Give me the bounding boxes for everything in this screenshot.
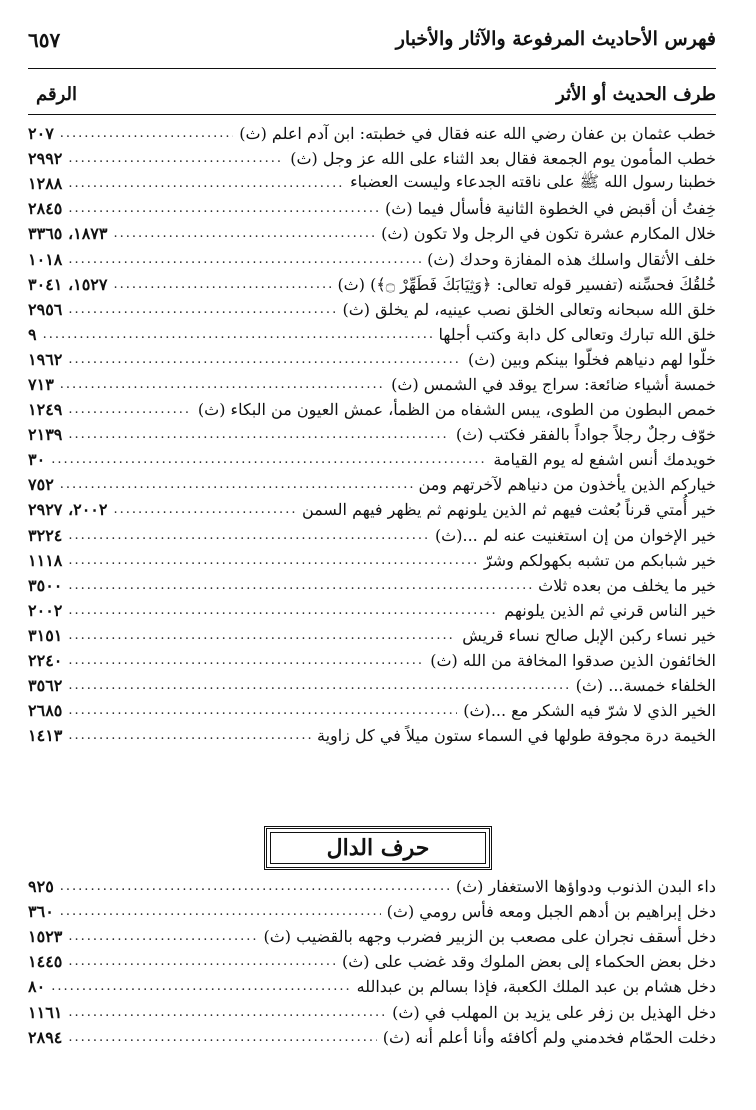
section-heading-dal [0, 826, 756, 870]
entry-number: ٢٨٤٥ [28, 199, 63, 219]
entry-number: ١١١٨ [28, 550, 63, 570]
entry-number: ١٨٧٣، ٣٣٦٥ [28, 224, 108, 244]
entry-text: خلّوا لهم دنياهم فخلّوا بينكم وبين (ث) [468, 349, 716, 369]
entry-number: ٢١٣٩ [28, 425, 63, 445]
entry-text: دخل إبراهيم بن أدهم الجبل ومعه فأس رومي (ث) [386, 902, 716, 922]
dot-leader [60, 378, 385, 391]
entry-text: دخل هشام بن عبد الملك الكعبة، فإذا بسالم بن عبدالله [356, 977, 716, 997]
entry-text: خلق الله سبحانه وتعالى الخلق نصب عينيه، لم يخلق (ث) [342, 299, 716, 319]
entry-text: دخلت الحمّام فخدمني ولم أكافئه وأنا أعلم أنه (ث) [382, 1027, 716, 1047]
hadith-column-label: طرف الحديث أو الأثر [556, 84, 716, 105]
entry-number: ٩ [28, 324, 37, 344]
entry-number: ٣٥٦٢ [28, 676, 63, 696]
index-entry [28, 322, 716, 347]
index-entry [28, 673, 716, 698]
entry-number: ١٤٤٥ [28, 952, 63, 972]
entry-text: خمص البطون من الطوى، يبس الشفاه من الظمأ، عمش العيون من البكاء (ث) [197, 400, 716, 420]
dot-leader [60, 478, 413, 491]
index-entry [28, 246, 716, 271]
entry-number: ٢٠٧ [28, 124, 54, 144]
entry-text: خير شبابكم من تشبه بكهولكم وشرّ [483, 550, 716, 570]
entry-number: ١٠١٨ [28, 249, 63, 269]
index-entry [28, 623, 716, 648]
entry-text: خير نساء ركبن الإبل صالح نساء قريش [462, 625, 716, 645]
index-entry [28, 598, 716, 623]
entry-number: ١٥٢٧، ٣٠٤١ [28, 274, 108, 294]
index-entry [28, 924, 716, 949]
entry-text: خياركم الذين يأخذون من دنياهم لآخرتهم ومن [418, 475, 716, 495]
running-header [28, 28, 716, 64]
dot-leader [68, 1006, 386, 1019]
entry-number: ٢٩٩٢ [28, 149, 63, 169]
entry-text: الخلفاء خمسة... (ث) [575, 676, 716, 696]
index-entry [28, 221, 716, 246]
dot-leader [60, 127, 234, 140]
index-entry [28, 698, 716, 723]
page-title: فهرس الأحاديث المرفوعة والآثار والأخبار [395, 28, 716, 50]
section-title: حرف الدال [326, 835, 430, 861]
index-entry [28, 146, 716, 171]
entry-number: ٢٠٠٢، ٢٩٢٧ [28, 500, 108, 520]
entry-number: ١٢٤٩ [28, 400, 63, 420]
dot-leader [68, 403, 192, 416]
dot-leader [68, 604, 498, 617]
dot-leader [51, 980, 350, 993]
entry-number: ٢٢٤٠ [28, 651, 63, 671]
entry-number: ٧٥٢ [28, 475, 54, 495]
dot-leader [68, 955, 336, 968]
entry-text: دخل بعض الحكماء إلى بعض الملوك وقد غضب على (ث) [341, 952, 716, 972]
dot-leader [68, 1031, 376, 1044]
page-number: ٦٥٧ [28, 28, 61, 52]
dot-leader [68, 930, 257, 943]
dot-leader [68, 579, 532, 592]
index-entry [28, 422, 716, 447]
dot-leader [68, 554, 477, 567]
entry-number: ٩٢٥ [28, 877, 54, 897]
index-entry [28, 1025, 716, 1050]
entry-text: خويدمك أنس اشفع له يوم القيامة [493, 450, 716, 470]
column-header-rule [28, 114, 716, 115]
dot-leader [68, 177, 344, 190]
entry-number: ١٥٢٣ [28, 927, 63, 947]
entry-text: خير أُمتي قرناً بُعثت فيهم ثم الذين يلونهم ثم يظهر فيهم السمن [301, 500, 716, 520]
entry-number: ٢٨٩٤ [28, 1027, 63, 1047]
entry-number: ٣٢٢٤ [28, 525, 63, 545]
dot-leader [68, 353, 462, 366]
index-entry [28, 974, 716, 999]
index-entry [28, 497, 716, 522]
index-entry [28, 648, 716, 673]
entry-number: ١١٦١ [28, 1002, 63, 1022]
entry-text: خوّف رجلٌ رجلاً جواداً بالفقر فكتب (ث) [455, 425, 716, 445]
entry-list-dal [28, 874, 716, 1050]
entry-number: ٢٠٠٢ [28, 600, 63, 620]
entry-text: خير الإخوان من إن استغنيت عنه لم ...(ث) [434, 525, 716, 545]
column-headers [28, 84, 716, 114]
entry-number: ٢٩٥٦ [28, 299, 63, 319]
dot-leader [68, 629, 456, 642]
dot-leader [68, 529, 429, 542]
index-entry [28, 297, 716, 322]
index-entry [28, 472, 716, 497]
entry-number: ٣٥٠٠ [28, 575, 63, 595]
number-column-label: الرقم [36, 84, 78, 105]
entry-text: الخيمة درة مجوفة طولها في السماء ستون ميلاً في كل زاوية [317, 726, 716, 746]
entry-text: خير الناس قرني ثم الذين يلونهم [504, 600, 716, 620]
entry-list-kha [28, 121, 716, 748]
dot-leader [68, 704, 457, 717]
dot-leader [68, 152, 284, 165]
index-entry [28, 523, 716, 548]
entry-text: خلف الأثقال واسلك هذه المفازة وحدك (ث) [427, 249, 716, 269]
entry-text: خُلقُكَ فحسِّنه (تفسير قوله تعالى: ﴿وَثِيَابَكَ فَطَهِّرْ ۝﴾) (ث) [337, 274, 716, 294]
index-entry [28, 171, 716, 196]
index-entry [28, 949, 716, 974]
entry-number: ١٢٨٨ [28, 174, 63, 194]
index-entry [28, 121, 716, 146]
dot-leader [113, 503, 295, 516]
entry-text: الخير الذي لا شرّ فيه الشكر مع ...(ث) [463, 701, 716, 721]
entry-number: ١٩٦٢ [28, 349, 63, 369]
entry-text: خلال المكارم عشرة تكون في الرجل ولا تكون (ث) [381, 224, 716, 244]
index-entry [28, 372, 716, 397]
dot-leader [68, 253, 421, 266]
entry-number: ٣١٥١ [28, 625, 63, 645]
dot-leader [51, 453, 487, 466]
dot-leader [113, 227, 375, 240]
dot-leader [68, 679, 569, 692]
dot-leader [68, 428, 450, 441]
entry-number: ٣٦٠ [28, 902, 54, 922]
index-entry [28, 573, 716, 598]
header-rule [28, 68, 716, 69]
entry-text: خلق الله تبارك وتعالى كل دابة وكتب أجلها [438, 324, 716, 344]
entry-number: ١٤١٣ [28, 726, 63, 746]
dot-leader [68, 729, 311, 742]
entry-text: دخل الهذيل بن زفر على يزيد بن المهلب في (ث) [392, 1002, 716, 1022]
index-entry [28, 347, 716, 372]
entry-text: خطب عثمان بن عفان رضي الله عنه فقال في خطبته: ابن آدم اعلم (ث) [239, 124, 716, 144]
entry-text: خطب المأمون يوم الجمعة فقال بعد الثناء على الله عز وجل (ث) [290, 149, 716, 169]
index-entry [28, 196, 716, 221]
dot-leader [68, 303, 336, 316]
entry-number: ٣٠ [28, 450, 46, 470]
entry-text: داء البدن الذنوب ودواؤها الاستغفار (ث) [455, 877, 716, 897]
index-entry [28, 723, 716, 748]
index-entry [28, 397, 716, 422]
section-heading-box [264, 826, 492, 870]
entry-number: ٢٦٨٥ [28, 701, 63, 721]
dot-leader [60, 905, 381, 918]
entry-number: ٧١٣ [28, 374, 54, 394]
dot-leader [113, 278, 331, 291]
index-entry [28, 899, 716, 924]
dot-leader [68, 202, 379, 215]
entry-text: الخائفون الذين صدقوا المخافة من الله (ث) [430, 651, 716, 671]
dot-leader [68, 654, 424, 667]
dot-leader [60, 880, 450, 893]
dot-leader [43, 328, 433, 341]
index-entry [28, 999, 716, 1024]
index-entry [28, 447, 716, 472]
entry-text: خير ما يخلف من بعده ثلاث [538, 575, 716, 595]
entry-text: دخل أسقف نجران على مصعب بن الزبير فضرب وجهه بالقضيب (ث) [263, 927, 716, 947]
entry-number: ٨٠ [28, 977, 46, 997]
index-entry [28, 874, 716, 899]
entry-text: خطبنا رسول الله ﷺ على ناقته الجدعاء وليست العضباء [350, 172, 716, 192]
entry-text: خمسة أشياء ضائعة: سراج يوقد في الشمس (ث) [391, 374, 716, 394]
entry-text: خِفتُ أن أقبض في الخطوة الثانية فأسأل فيما (ث) [385, 199, 716, 219]
index-entry [28, 548, 716, 573]
index-entry [28, 272, 716, 297]
